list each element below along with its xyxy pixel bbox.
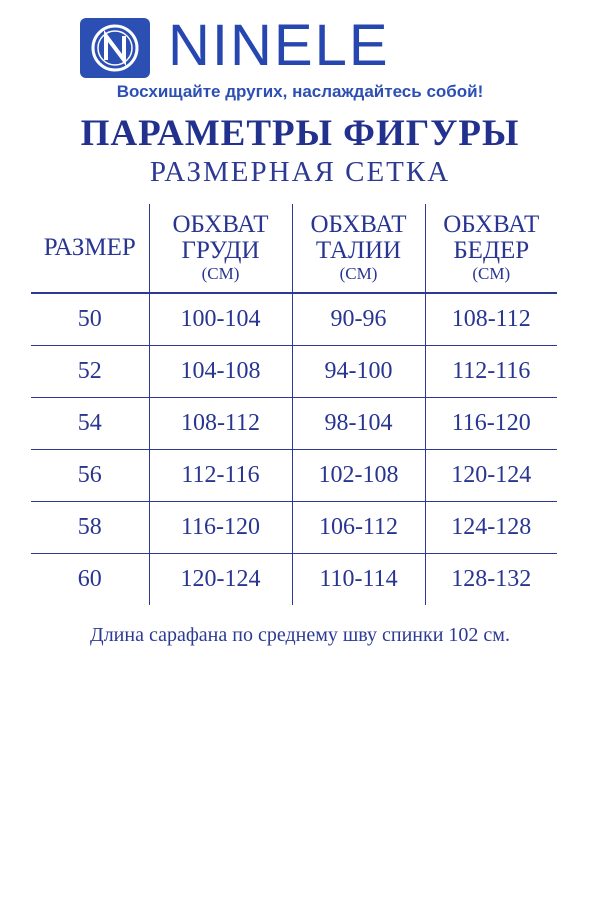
header-bust [149,204,292,293]
cell-bust: 120-124 [149,554,292,606]
cell-hips: 112-116 [425,346,557,398]
n-monogram-logo-icon [80,18,150,78]
header-waist-unit: (СМ) [339,264,378,283]
cell-hips: 120-124 [425,450,557,502]
header-bust-unit: (СМ) [201,264,240,283]
size-chart-table [31,204,557,605]
brand-name: NINELE [168,13,390,78]
cell-waist: 102-108 [292,450,425,502]
cell-waist: 90-96 [292,293,425,346]
cell-bust: 112-116 [149,450,292,502]
header-bust-line1: ОБХВАТ [172,211,269,238]
cell-hips: 128-132 [425,554,557,606]
header-waist [292,204,425,293]
cell-bust: 104-108 [149,346,292,398]
header-bust-line2: ГРУДИ [181,237,260,264]
header-size [31,204,149,293]
header-hips-line1: ОБХВАТ [443,211,540,238]
header-hips-unit: (СМ) [472,264,511,283]
cell-waist: 110-114 [292,554,425,606]
cell-size: 54 [31,398,149,450]
header-size-label: РАЗМЕР [43,234,136,261]
table-row [31,502,557,554]
cell-size: 56 [31,450,149,502]
table-row [31,554,557,606]
cell-size: 52 [31,346,149,398]
header-waist-line1: ОБХВАТ [310,211,407,238]
cell-bust: 116-120 [149,502,292,554]
brand-logo [80,13,520,78]
cell-hips: 124-128 [425,502,557,554]
cell-hips: 116-120 [425,398,557,450]
cell-waist: 98-104 [292,398,425,450]
page-title: ПАРАМЕТРЫ ФИГУРЫ [80,113,520,154]
cell-waist: 94-100 [292,346,425,398]
header-waist-line2: ТАЛИИ [315,237,402,264]
cell-size: 60 [31,554,149,606]
header-hips [425,204,557,293]
length-note: Длина сарафана по среднему шву спинки 102 см. [90,624,510,646]
cell-bust: 108-112 [149,398,292,450]
table-row [31,398,557,450]
table-row [31,293,557,346]
table-row [31,346,557,398]
table-row [31,450,557,502]
brand-tagline: Восхищайте других, наслаждайтесь собой! [116,82,484,101]
cell-waist: 106-112 [292,502,425,554]
header-hips-line2: БЕДЕР [453,237,530,264]
table-header-row [31,204,557,293]
page-subtitle: РАЗМЕРНАЯ СЕТКА [149,156,451,188]
cell-size: 50 [31,293,149,346]
cell-bust: 100-104 [149,293,292,346]
cell-size: 58 [31,502,149,554]
cell-hips: 108-112 [425,293,557,346]
